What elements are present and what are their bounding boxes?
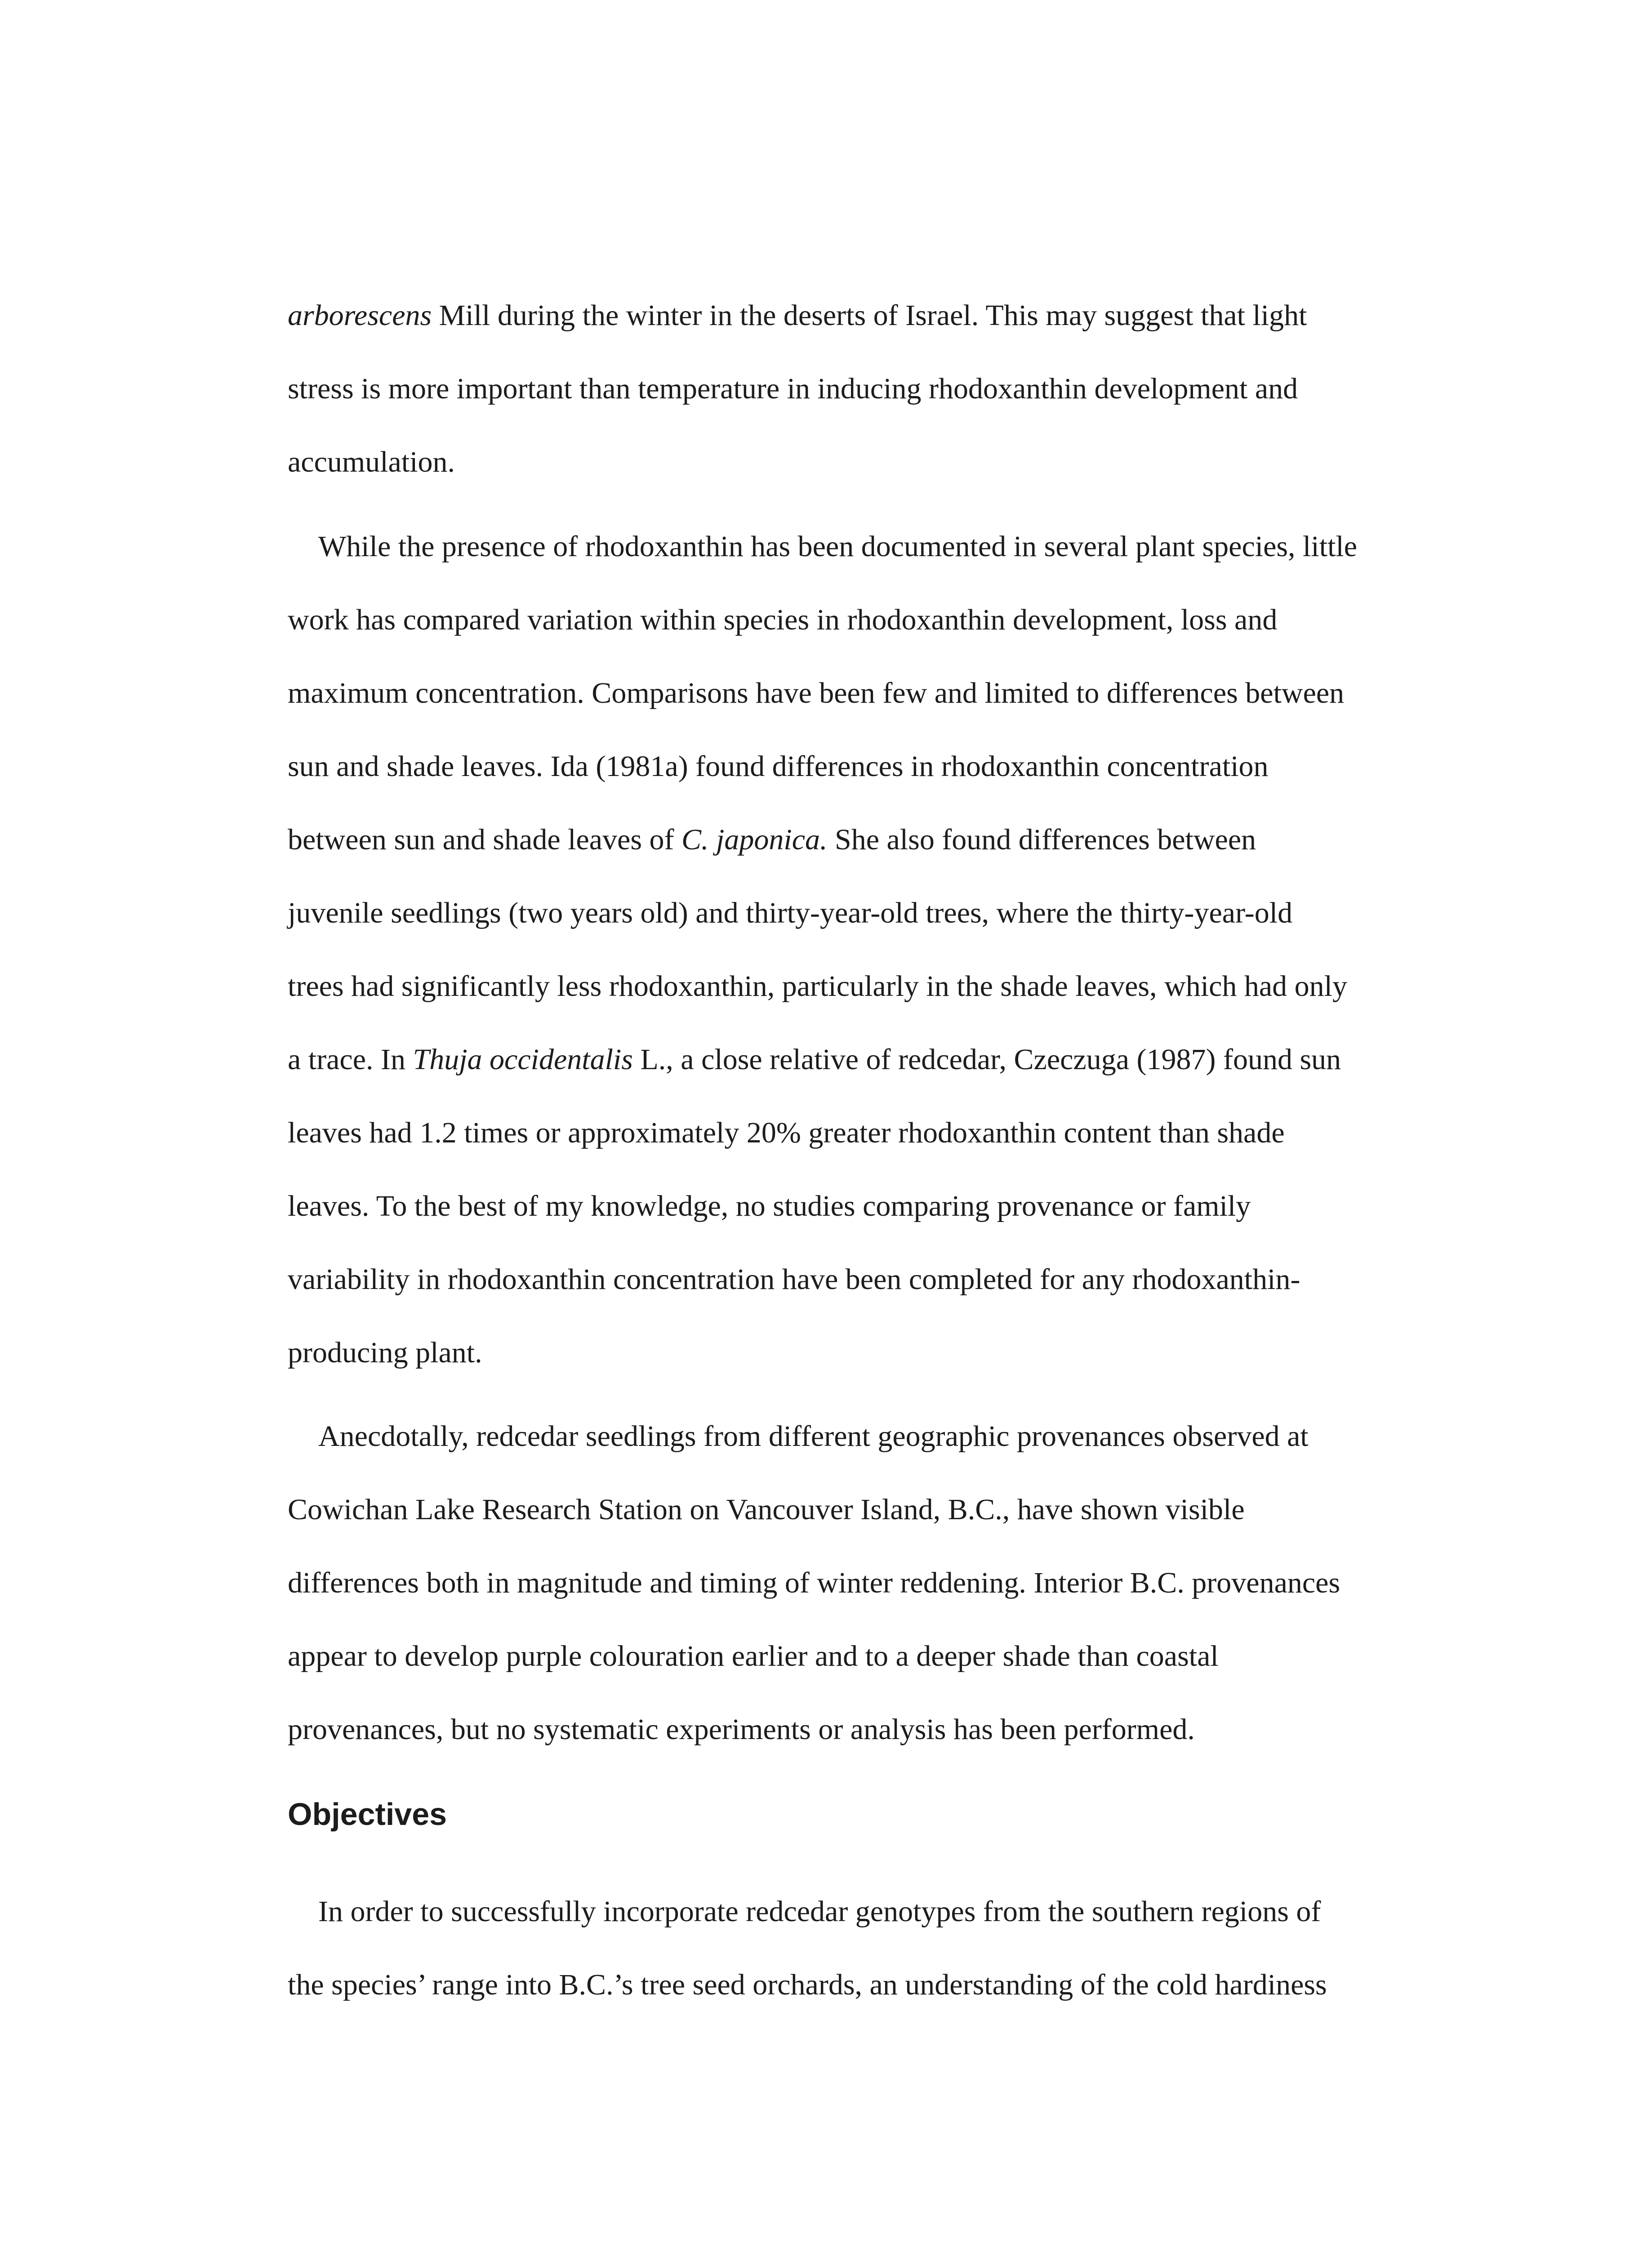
paragraph-line bbox=[288, 1023, 1438, 1096]
paragraph-line: provenances, but no systematic experiments or analysis has been performed. bbox=[288, 1713, 1195, 1746]
paragraph-line: leaves had 1.2 times or approximately 20% greater rhodoxanthin content than shade bbox=[288, 1116, 1285, 1149]
line-text: L., a close relative of redcedar, Czeczuga (1987) found sun bbox=[632, 1043, 1341, 1076]
paragraph-line: work has compared variation within species in rhodoxanthin development, loss and bbox=[288, 603, 1278, 636]
paragraph-objectives bbox=[288, 1875, 1438, 2021]
paragraph-line: trees had significantly less rhodoxanthin, particularly in the shade leaves, which had only bbox=[288, 970, 1348, 1003]
paragraph-line: juvenile seedlings (two years old) and thirty-year-old trees, where the thirty-year-old bbox=[288, 897, 1293, 929]
line-text: a trace. In bbox=[288, 1043, 413, 1076]
paragraph-line: accumulation. bbox=[288, 446, 455, 478]
species-name-italic: arborescens bbox=[288, 299, 432, 332]
species-name-italic: C. japonica. bbox=[681, 823, 828, 856]
paragraph-line: maximum concentration. Comparisons have been few and limited to differences between bbox=[288, 677, 1345, 709]
species-name-italic: Thuja occidentalis bbox=[413, 1043, 633, 1076]
paragraph-line: differences both in magnitude and timing of winter reddening. Interior B.C. provenances bbox=[288, 1566, 1340, 1599]
paragraph-line: leaves. To the best of my knowledge, no studies comparing provenance or family bbox=[288, 1190, 1251, 1222]
section-heading-objectives: Objectives bbox=[288, 1797, 447, 1832]
paragraph-continued bbox=[288, 279, 1438, 499]
paragraph-line: producing plant. bbox=[288, 1336, 482, 1369]
paragraph-rhodoxanthin-variation bbox=[288, 510, 1438, 1389]
line-text: Mill during the winter in the deserts of Israel. This may suggest that light bbox=[432, 299, 1307, 332]
paragraph-line: sun and shade leaves. Ida (1981a) found differences in rhodoxanthin concentration bbox=[288, 750, 1269, 783]
paragraph-line: Anecdotally, redcedar seedlings from different geographic provenances observed at bbox=[318, 1420, 1309, 1453]
line-text: She also found differences between bbox=[827, 823, 1256, 856]
paragraph-line: the species’ range into B.C.’s tree seed orchards, an understanding of the cold hardiness bbox=[288, 1968, 1327, 2001]
paragraph-line: Cowichan Lake Research Station on Vancouver Island, B.C., have shown visible bbox=[288, 1493, 1245, 1526]
paragraph-line: stress is more important than temperature in inducing rhodoxanthin development and bbox=[288, 372, 1298, 405]
paragraph-line bbox=[288, 279, 1438, 352]
paragraph-anecdotal-observations bbox=[288, 1400, 1438, 1766]
line-text: between sun and shade leaves of bbox=[288, 823, 682, 856]
paragraph-line: While the presence of rhodoxanthin has been documented in several plant species, little bbox=[318, 530, 1358, 563]
paragraph-line: variability in rhodoxanthin concentration have been completed for any rhodoxanthin- bbox=[288, 1263, 1300, 1296]
paragraph-line: appear to develop purple colouration earlier and to a deeper shade than coastal bbox=[288, 1640, 1219, 1673]
paragraph-line: In order to successfully incorporate redcedar genotypes from the southern regions of bbox=[318, 1895, 1321, 1928]
paragraph-line bbox=[288, 803, 1438, 876]
